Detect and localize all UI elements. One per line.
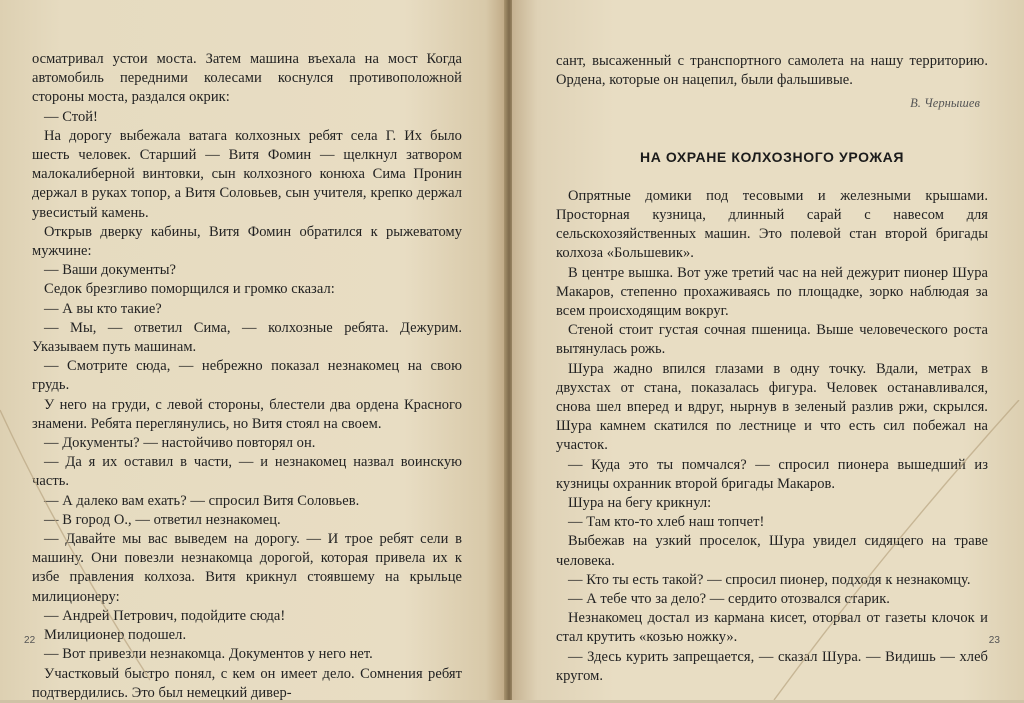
paragraph: Участковый быстро понял, с кем он имеет дело. Сомнения ребят подтвердились. Это был немецкий дивер- xyxy=(32,665,462,701)
article-heading: НА ОХРАНЕ КОЛХОЗНОГО УРОЖАЯ xyxy=(639,148,905,165)
paragraph: — Смотрите сюда, — небрежно показал незнакомец на свою грудь. xyxy=(32,358,462,394)
left-page xyxy=(0,0,506,700)
story-continuation: сант, высаженный с транспортного самолета на нашу территорию. Ордена, которые он нацепил, были фальшивые. xyxy=(556,53,988,89)
paragraph: — Стой! xyxy=(44,108,98,125)
paragraph: — Здесь курить запрещается, — сказал Шура. — Видишь — хлеб кругом. xyxy=(556,648,988,684)
paragraph: — Куда это ты помчался? — спросил пионера вышедший из кузницы охранник второй бригады Макаров. xyxy=(556,456,988,492)
paragraph: осматривал устои моста. Затем машина въехала на мост Когда автомобиль передними колесами коснулся противоположной стороны моста, раздался окрик: xyxy=(32,51,462,106)
left-page-number: 22 xyxy=(24,634,36,646)
paragraph: — Кто ты есть такой? — спросил пионер, подходя к незнакомцу. xyxy=(568,571,971,588)
paragraph: — А далеко вам ехать? — спросил Витя Соловьев. xyxy=(44,492,360,509)
right-page-text xyxy=(556,187,988,686)
right-page-number: 23 xyxy=(988,634,1000,646)
paragraph: Открыв дверку кабины, Витя Фомин обратился к рыжеватому мужчине: xyxy=(32,223,462,260)
paragraph: — Там кто-то хлеб наш топчет! xyxy=(568,514,765,531)
paragraph: Шура жадно впился глазами в одну точку. Вдали, метрах в двухстах от стана, показалась фигура. Человек останавливался, снова шел вперед и вдруг, нырнув в зеленый разлив ржи, скрылся. Шура камнем скатился по лестнице и что есть сил побежал на участок. xyxy=(556,360,988,454)
paragraph: — Мы, — ответил Сима, — колхозные ребята. Дежурим. Указываем путь машинам. xyxy=(32,319,462,356)
right-page xyxy=(512,0,1024,700)
paragraph: — Андрей Петрович, подойдите сюда! xyxy=(44,607,286,624)
paragraph: — Давайте мы вас выведем на дорогу. — И трое ребят сели в машину. Они повезли незнакомца дорогой, которая привела их к избе правления колхоза. Витя крикнул стоявшему на крыльце милиционеру: xyxy=(32,531,462,605)
paragraph: Выбежав на узкий проселок, Шура увидел сидящего на траве человека. xyxy=(556,533,988,569)
paragraph: — Вот привезли незнакомца. Документов у него нет. xyxy=(44,646,373,663)
paragraph: — Документы? — настойчиво повторял он. xyxy=(44,435,316,452)
paragraph: У него на груди, с левой стороны, блестели два ордена Красного знамени. Ребята переглянулись, но Витя стоял на своем. xyxy=(32,396,462,432)
paragraph: В центре вышка. Вот уже третий час на ней дежурит пионер Шура Макаров, степенно прохаживаясь по площадке, зорко наблюдая за всем происходящим вокруг. xyxy=(556,264,988,320)
author-signature: В. Чернышев xyxy=(910,96,980,111)
paragraph: — А тебе что за дело? — сердито отозвался старик. xyxy=(568,591,890,608)
paragraph: — Да я их оставил в части, — и незнакомец назвал воинскую часть. xyxy=(32,454,462,490)
paragraph: Стеной стоит густая сочная пшеница. Выше человеческого роста вытянулась рожь. xyxy=(556,322,988,358)
paragraph: — А вы кто такие? xyxy=(44,300,162,317)
paragraph: Шура на бегу крикнул: xyxy=(568,495,712,512)
left-page-text xyxy=(32,50,462,703)
paragraph: Незнакомец достал из кармана кисет, оторвал от газеты клочок и стал крутить «козью ножку». xyxy=(556,610,988,646)
paragraph: — В город О., — ответил незнакомец. xyxy=(44,511,281,528)
paragraph: Милиционер подошел. xyxy=(44,627,187,644)
paragraph: На дорогу выбежала ватага колхозных ребят села Г. Их было шесть человек. Старший — Витя Фомин — щелкнул затвором малокалиберной винтовки, сын колхозного конюха Сима Пронин держал в руках топор, а Витя Соловьев, сын учителя, крепко держал увесистый камень. xyxy=(32,127,462,221)
paragraph: Седок брезгливо поморщился и громко сказал: xyxy=(44,281,335,298)
paragraph: — Ваши документы? xyxy=(44,262,177,279)
paragraph: Опрятные домики под тесовыми и железными крышами. Просторная кузница, длинный сарай с навесом для сельскохозяйственных машин. Это полевой стан второй бригады колхоза «Большевик». xyxy=(556,187,988,262)
